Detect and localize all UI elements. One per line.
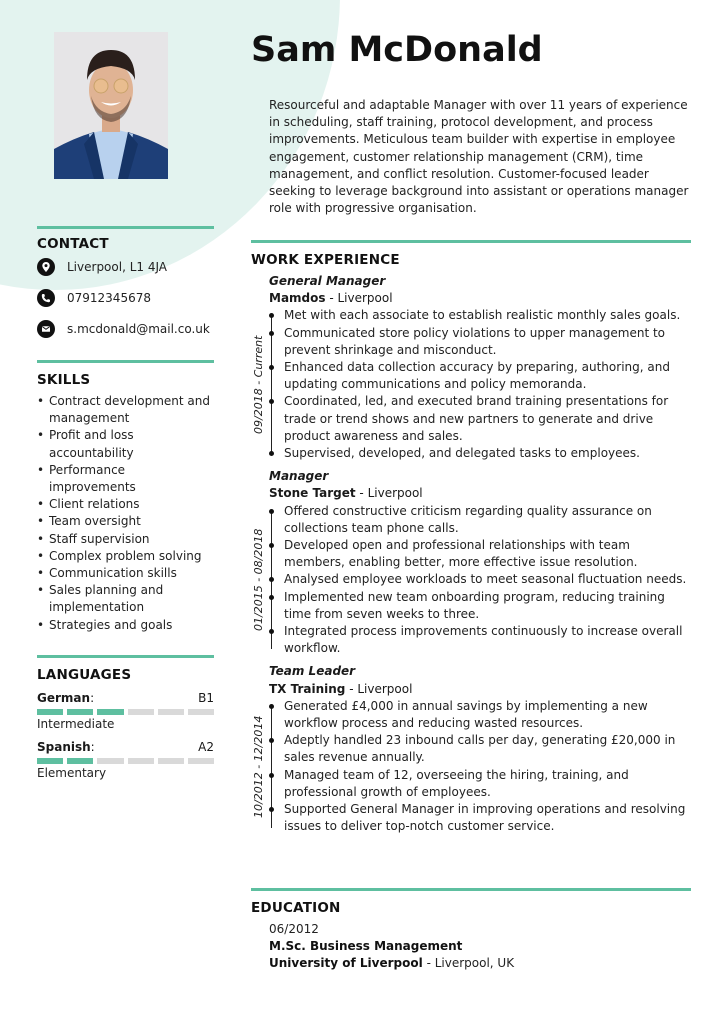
job-bullet: Generated £4,000 in annual savings by implementing a new workflow process and reducing wasted resources. bbox=[269, 698, 691, 732]
proficiency-bar-segment bbox=[37, 709, 63, 715]
location-pin-icon bbox=[37, 258, 55, 276]
job-location: - Liverpool bbox=[345, 681, 413, 696]
section-divider bbox=[37, 360, 214, 363]
job-bullet: Managed team of 12, overseeing the hiring, training, and professional growth of employees. bbox=[269, 767, 691, 801]
job-entry bbox=[252, 273, 691, 462]
language-code: B1 bbox=[198, 691, 214, 705]
skill-item: • Staff supervision bbox=[37, 531, 214, 548]
skill-item: • Strategies and goals bbox=[37, 617, 214, 634]
contact-section bbox=[37, 226, 214, 340]
profile-photo bbox=[54, 32, 168, 179]
skill-item: • Profit and loss accountability bbox=[37, 427, 214, 461]
language-header bbox=[37, 739, 214, 755]
proficiency-bar-segment bbox=[158, 758, 184, 764]
email-icon bbox=[37, 320, 55, 338]
job-bullet: Integrated process improvements continuously to increase overall workflow. bbox=[269, 623, 691, 657]
contact-address bbox=[37, 256, 214, 278]
job-bullet: Developed open and professional relationships with team members, enabling better, more effective issue resolution. bbox=[269, 537, 691, 571]
company-name: Mamdos bbox=[269, 291, 326, 306]
job-dates: 09/2018 - Current bbox=[252, 335, 265, 434]
language-item bbox=[37, 690, 214, 733]
phone-icon bbox=[37, 289, 55, 307]
jobs-list bbox=[251, 273, 691, 836]
proficiency-bar-segment bbox=[158, 709, 184, 715]
job-bullet: Adeptly handled 23 inbound calls per day, generating £20,000 in sales revenue annually. bbox=[269, 732, 691, 766]
language-code: A2 bbox=[198, 740, 214, 754]
language-level: Intermediate bbox=[37, 717, 115, 731]
proficiency-bar-segment bbox=[188, 758, 214, 764]
skills-list bbox=[37, 393, 214, 634]
skill-item: • Team oversight bbox=[37, 513, 214, 530]
languages-heading: LANGUAGES bbox=[37, 667, 132, 683]
proficiency-bar-segment bbox=[188, 709, 214, 715]
job-entry bbox=[252, 663, 691, 835]
job-location: - Liverpool bbox=[325, 291, 393, 306]
phone-text[interactable]: 07912345678 bbox=[67, 291, 151, 305]
work-experience-section bbox=[251, 240, 691, 836]
language-name: Spanish bbox=[37, 740, 91, 754]
languages-list bbox=[37, 690, 214, 782]
job-company-line bbox=[269, 290, 691, 307]
education-location: - Liverpool, UK bbox=[422, 956, 515, 971]
job-bullet: Enhanced data collection accuracy by preparing, authoring, and updating communications and policy memoranda. bbox=[269, 359, 691, 393]
language-colon: : bbox=[90, 691, 95, 705]
language-level: Elementary bbox=[37, 766, 107, 780]
language-label bbox=[37, 690, 94, 706]
language-item bbox=[37, 739, 214, 782]
education-degree: M.Sc. Business Management bbox=[269, 939, 463, 954]
section-divider bbox=[37, 226, 214, 229]
contact-heading: CONTACT bbox=[37, 236, 109, 252]
email-link[interactable]: s.mcdonald@mail.co.uk bbox=[67, 322, 210, 336]
skill-item: • Communication skills bbox=[37, 565, 214, 582]
language-label bbox=[37, 739, 95, 755]
proficiency-bar-segment bbox=[128, 709, 154, 715]
job-location: - Liverpool bbox=[355, 486, 423, 501]
job-bullet: Supervised, developed, and delegated tasks to employees. bbox=[269, 445, 691, 462]
proficiency-bar-segment bbox=[67, 709, 93, 715]
proficiency-bar-segment bbox=[97, 709, 123, 715]
profile-summary: Resourceful and adaptable Manager with over 11 years of experience in scheduling, staff training, protocol development, and process improvements. Meticulous team builder with expertise in employee engagement, customer relationship management (CRM), time management, and conflict resolution. Customer-focused leader seeking to leverage background into assistant or operations manager role with progressive organisation. bbox=[269, 98, 689, 216]
languages-section bbox=[37, 655, 214, 782]
proficiency-bar-segment bbox=[37, 758, 63, 764]
job-bullet: Supported General Manager in improving operations and resolving issues to deliver top-notch customer service. bbox=[269, 801, 691, 835]
job-dates: 01/2015 - 08/2018 bbox=[252, 528, 265, 632]
company-name: TX Training bbox=[269, 681, 346, 696]
job-title: General Manager bbox=[269, 274, 386, 288]
language-colon: : bbox=[90, 740, 95, 754]
proficiency-bar-segment bbox=[128, 758, 154, 764]
skill-item: • Sales planning and implementation bbox=[37, 582, 214, 616]
contact-email bbox=[37, 318, 214, 340]
education-date: 06/2012 bbox=[269, 922, 319, 936]
company-name: Stone Target bbox=[269, 486, 356, 501]
skill-item: • Complex problem solving bbox=[37, 548, 214, 565]
skill-item: • Performance improvements bbox=[37, 462, 214, 496]
education-section bbox=[251, 888, 691, 973]
job-title: Manager bbox=[269, 469, 329, 484]
job-bullet: Implemented new team onboarding program, reducing training time from seven weeks to three. bbox=[269, 589, 691, 623]
job-title: Team Leader bbox=[269, 664, 356, 679]
education-school: University of Liverpool bbox=[269, 956, 423, 971]
proficiency-bar-segment bbox=[97, 758, 123, 764]
skill-item: • Contract development and management bbox=[37, 393, 214, 427]
job-company-line bbox=[269, 485, 691, 502]
proficiency-bar-segment bbox=[67, 758, 93, 764]
education-entry bbox=[269, 921, 691, 973]
skills-section bbox=[37, 360, 214, 634]
job-bullet: Communicated store policy violations to upper management to prevent shrinkage and misconduct. bbox=[269, 325, 691, 359]
skills-heading: SKILLS bbox=[37, 372, 91, 388]
skill-item: • Client relations bbox=[37, 496, 214, 513]
address-text: Liverpool, L1 4JA bbox=[67, 260, 168, 274]
job-bullets bbox=[252, 698, 691, 836]
work-experience-heading: WORK EXPERIENCE bbox=[251, 252, 400, 268]
job-bullet: Offered constructive criticism regarding quality assurance on collections team phone calls. bbox=[269, 503, 691, 537]
job-bullet: Coordinated, led, and executed brand training presentations for trade or trend shows and new partners to generate and drive product awareness and sales. bbox=[269, 393, 691, 445]
job-company-line bbox=[269, 681, 691, 698]
job-dates: 10/2012 - 12/2014 bbox=[252, 715, 265, 818]
language-name: German bbox=[37, 691, 91, 705]
job-bullet: Analysed employee workloads to meet seasonal fluctuation needs. bbox=[269, 571, 691, 588]
education-heading: EDUCATION bbox=[251, 900, 341, 916]
section-divider bbox=[37, 655, 214, 658]
section-divider bbox=[251, 888, 691, 891]
section-divider bbox=[251, 240, 691, 243]
contact-phone bbox=[37, 287, 214, 309]
job-bullet: Met with each associate to establish realistic monthly sales goals. bbox=[269, 307, 691, 324]
candidate-name: Sam McDonald bbox=[251, 30, 543, 70]
job-entry bbox=[252, 468, 691, 657]
proficiency-bar bbox=[37, 758, 214, 764]
proficiency-bar bbox=[37, 709, 214, 715]
job-bullets bbox=[252, 307, 691, 462]
job-bullets bbox=[252, 503, 691, 658]
language-header bbox=[37, 690, 214, 706]
